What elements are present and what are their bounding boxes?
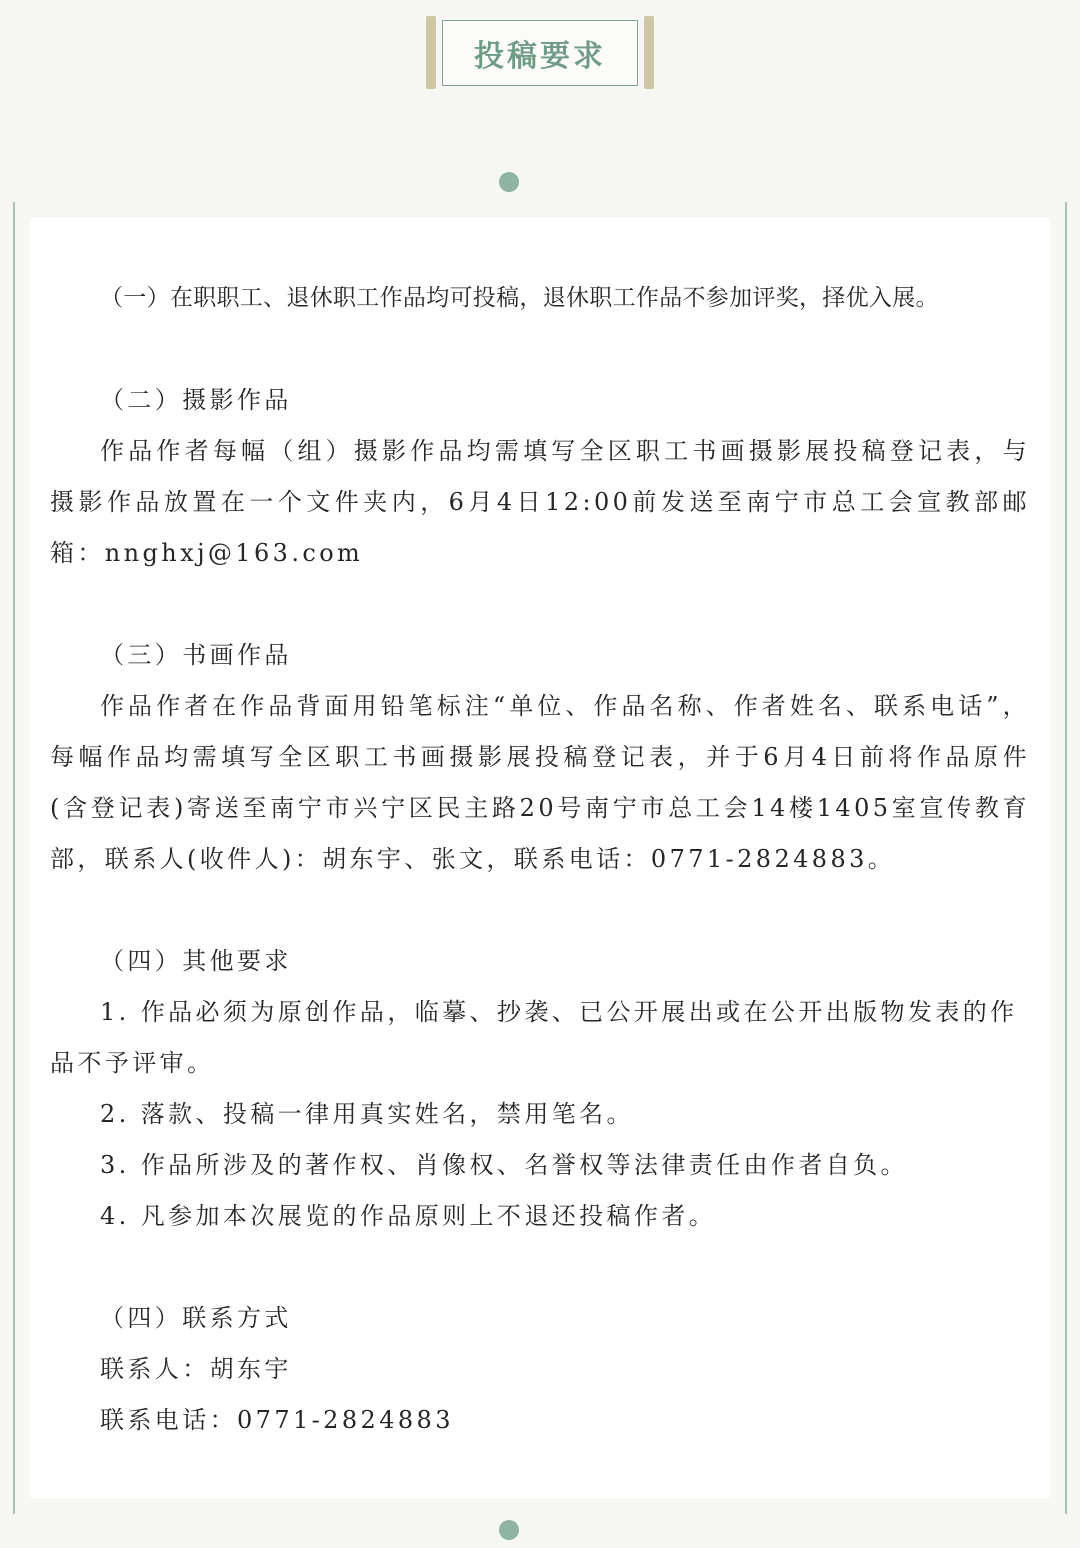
section-heading-other: （四）其他要求 — [100, 947, 292, 975]
contact-person: 联系人：胡东宇 — [100, 1355, 292, 1383]
list-item: 1. 作品必须为原创作品，临摹、抄袭、已公开展出或在公开出版物发表的作品不予评审。 — [50, 998, 1018, 1077]
list-item: 2. 落款、投稿一律用真实姓名，禁用笔名。 — [100, 1100, 634, 1128]
list-item: 4. 凡参加本次展览的作品原则上不退还投稿作者。 — [100, 1202, 717, 1230]
top-dot-ornament — [499, 172, 519, 192]
right-border-line — [1065, 202, 1067, 1514]
contact-phone: 联系电话：0771-2824883 — [100, 1406, 454, 1434]
content-card — [30, 218, 1050, 1498]
page-title: 投稿要求 — [474, 39, 606, 74]
list-item: 3. 作品所涉及的著作权、肖像权、名誉权等法律责任由作者自负。 — [100, 1151, 908, 1179]
section-heading-calligraphy: （三）书画作品 — [100, 641, 292, 669]
section-body-photography: 作品作者每幅（组）摄影作品均需填写全区职工书画摄影展投稿登记表，与摄影作品放置在一个文件夹内，6月4日12:00前发送至南宁市总工会宣教部邮箱：nnghxj@163.com — [50, 437, 1030, 567]
bottom-dot-ornament — [499, 1520, 519, 1540]
title-box — [442, 20, 638, 86]
section-heading-contact: （四）联系方式 — [100, 1304, 292, 1332]
section-heading-photography: （二）摄影作品 — [100, 386, 292, 414]
intro-paragraph: （一）在职职工、退休职工作品均可投稿，退休职工作品不参加评奖，择优入展。 — [100, 285, 939, 311]
left-border-line — [13, 202, 15, 1514]
section-body-calligraphy: 作品作者在作品背面用铅笔标注“单位、作品名称、作者姓名、联系电话”，每幅作品均需填写全区职工书画摄影展投稿登记表，并于6月4日前将作品原件(含登记表)寄送至南宁市兴宁区民主路20号南宁市总工会14楼1405室宣传教育部，联系人(收件人)：胡东宇、张文，联系电话：0771-2824883。 — [50, 692, 1030, 873]
title-badge — [426, 16, 654, 90]
title-right-bar — [644, 16, 654, 89]
title-left-bar — [426, 16, 436, 89]
